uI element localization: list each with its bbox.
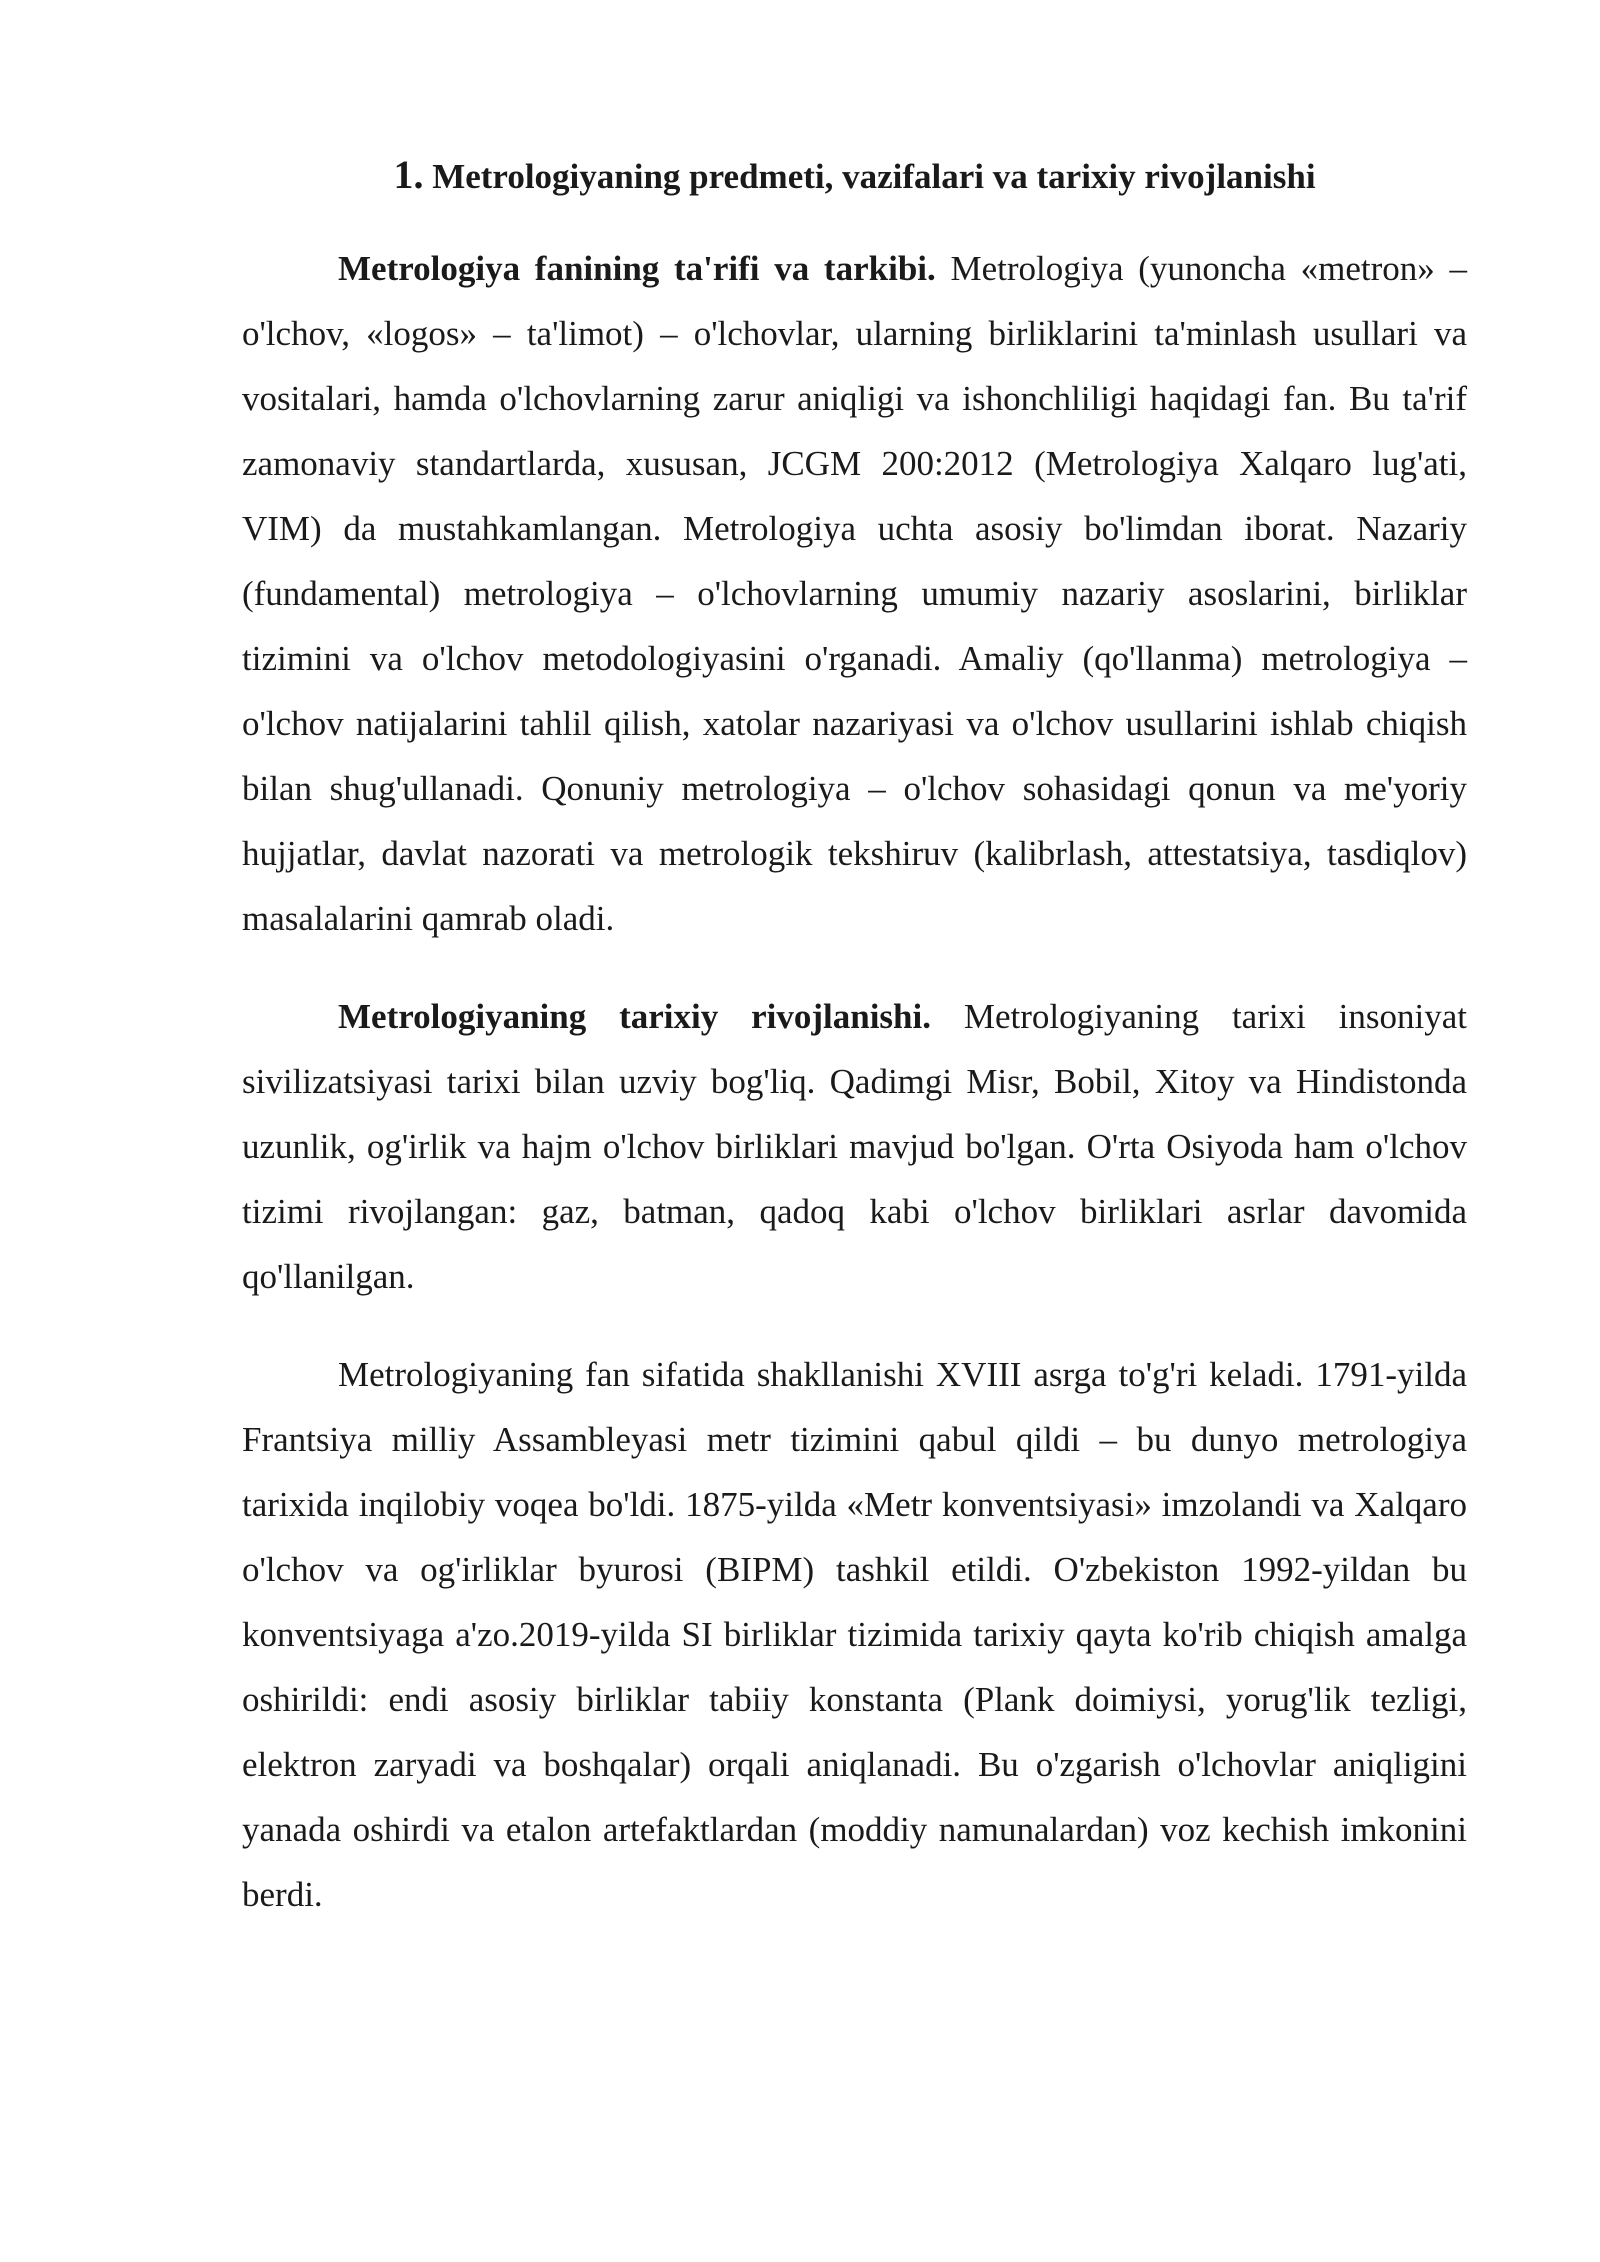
paragraph-heading: Metrologiya fanining ta'rifi va tarkibi.: [338, 249, 936, 288]
page-content: [242, 150, 1467, 1927]
paragraph-text: Metrologiya (yunoncha «metron» – o'lchov, «logos» – ta'limot) – o'lchovlar, ularning birliklarini ta'minlash usullari va vositalari, hamda o'lchovlarning zarur aniqligi va ishonchliligi haqidagi fan. Bu ta'rif zamonaviy standartlarda, xususan, JCGM 200:2012 (Metrologiya Xalqaro lug'ati, VIM) da mustahkamlangan. Metrologiya uchta asosiy bo'limdan iborat. Nazariy (fundamental) metrologiya – o'lchovlarning umumiy nazariy asoslarini, birliklar tizimini va o'lchov metodologiyasini o'rganadi. Amaliy (qo'llanma) metrologiya – o'lchov natijalarini tahlil qilish, xatolar nazariyasi va o'lchov usullarini ishlab chiqish bilan shug'ullanadi. Qonuniy metrologiya – o'lchov sohasidagi qonun va me'yoriy hujjatlar, davlat nazorati va metrologik tekshiruv (kalibrlash, attestatsiya, tasdiqlov) masalalarini qamrab oladi.: [242, 249, 1467, 938]
section-number: 1.: [393, 152, 424, 197]
paragraph-history: [242, 984, 1467, 1309]
paragraph-text: Metrologiyaning tarixi insoniyat sivilizatsiyasi tarixi bilan uzviy bog'liq. Qadimgi Misr, Bobil, Xitoy va Hindistonda uzunlik, og'irlik va hajm o'lchov birliklari mavjud bo'lgan. O'rta Osiyoda ham o'lchov tizimi rivojlangan: gaz, batman, qadoq kabi o'lchov birliklari asrlar davomida qo'llanilgan.: [242, 997, 1467, 1296]
paragraph-heading: Metrologiyaning tarixiy rivojlanishi.: [338, 997, 931, 1036]
section-title-text: Metrologiyaning predmeti, vazifalari va tarixiy rivojlanishi: [432, 157, 1316, 196]
section-title: [242, 150, 1467, 202]
paragraph-science-formation: [242, 1342, 1467, 1927]
paragraph-definition: [242, 236, 1467, 951]
paragraph-text: Metrologiyaning fan sifatida shakllanishi XVIII asrga to'g'ri keladi. 1791-yilda Frantsiya milliy Assambleyasi metr tizimini qabul qildi – bu dunyo metrologiya tarixida inqilobiy voqea bo'ldi. 1875-yilda «Metr konventsiyasi» imzolandi va Xalqaro o'lchov va og'irliklar byurosi (BIPM) tashkil etildi. O'zbekiston 1992-yildan bu konventsiyaga a'zo.2019-yilda SI birliklar tizimida tarixiy qayta ko'rib chiqish amalga oshirildi: endi asosiy birliklar tabiiy konstanta (Plank doimiysi, yorug'lik tezligi, elektron zaryadi va boshqalar) orqali aniqlanadi. Bu o'zgarish o'lchovlar aniqligini yanada oshirdi va etalon artefaktlardan (moddiy namunalardan) voz kechish imkonini berdi.: [242, 1355, 1467, 1914]
